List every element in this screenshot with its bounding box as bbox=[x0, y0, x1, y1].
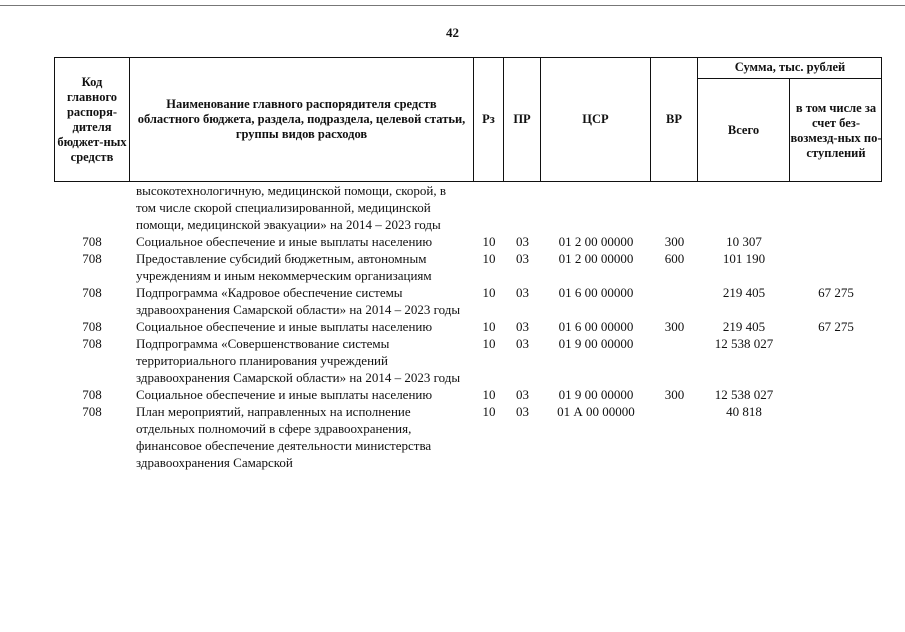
cell-name: Подпрограмма «Совершенствование системы территориального планирования учреждений здравоохранения Самарской области» на 2014 – 2023 годы bbox=[136, 336, 461, 385]
cell-name: Социальное обеспечение и иные выплаты населению bbox=[136, 234, 433, 249]
cell-rz: 10 bbox=[482, 234, 496, 249]
cell-csr: 01 6 00 00000 bbox=[558, 319, 634, 334]
cell-rz: 10 bbox=[482, 251, 496, 266]
table-row bbox=[54, 233, 882, 250]
table-row bbox=[54, 182, 882, 233]
cell-total: 101 190 bbox=[722, 251, 766, 266]
header-rz: Рз bbox=[474, 57, 504, 182]
cell-vr: 300 bbox=[664, 387, 685, 402]
cell-name: План мероприятий, направленных на исполнение отдельных полномочий в сфере здравоохранения, финансовое обеспечение деятельности министерства здравоохранения Самарской bbox=[136, 404, 432, 470]
cell-free: 67 275 bbox=[818, 319, 854, 334]
cell-total: 219 405 bbox=[722, 319, 766, 334]
cell-name: высокотехнологичную, медицинской помощи, скорой, в том числе скорой специализированной, медицинской помощи, медицинской эвакуации» на 2014 – 2023 годы bbox=[136, 183, 447, 232]
cell-code: 708 bbox=[82, 285, 102, 300]
cell-code: 708 bbox=[82, 404, 102, 419]
cell-name: Предоставление субсидий бюджетным, автономным учреждениям и иным некоммерческим организациям bbox=[136, 251, 432, 283]
header-total: Всего bbox=[698, 79, 790, 182]
cell-name: Социальное обеспечение и иные выплаты населению bbox=[136, 319, 433, 334]
cell-pr: 03 bbox=[516, 387, 529, 402]
table-row bbox=[54, 284, 882, 318]
cell-vr: 300 bbox=[664, 234, 685, 249]
cell-pr: 03 bbox=[516, 251, 529, 266]
cell-csr: 01 2 00 00000 bbox=[558, 251, 634, 266]
table-row bbox=[54, 318, 882, 335]
cell-rz: 10 bbox=[482, 285, 496, 300]
top-rule bbox=[0, 5, 905, 6]
cell-total: 40 818 bbox=[726, 404, 762, 419]
cell-pr: 03 bbox=[516, 319, 529, 334]
cell-total: 10 307 bbox=[726, 234, 762, 249]
cell-rz: 10 bbox=[482, 336, 496, 351]
header-csr: ЦСР bbox=[541, 57, 651, 182]
cell-rz: 10 bbox=[482, 404, 496, 419]
cell-csr: 01 9 00 00000 bbox=[558, 387, 634, 402]
cell-csr: 01 6 00 00000 bbox=[558, 285, 634, 300]
cell-code: 708 bbox=[82, 336, 102, 351]
table-body bbox=[54, 182, 882, 471]
cell-name: Социальное обеспечение и иные выплаты населению bbox=[136, 387, 433, 402]
cell-pr: 03 bbox=[516, 404, 529, 419]
cell-pr: 03 bbox=[516, 336, 529, 351]
table-header bbox=[54, 57, 882, 182]
cell-code: 708 bbox=[82, 251, 102, 266]
cell-free: 67 275 bbox=[818, 285, 854, 300]
cell-total: 12 538 027 bbox=[714, 336, 774, 351]
cell-rz: 10 bbox=[482, 387, 496, 402]
table-row bbox=[54, 386, 882, 403]
header-vr: ВР bbox=[651, 57, 698, 182]
cell-name: Подпрограмма «Кадровое обеспечение системы здравоохранения Самарской области» на 2014 – 2023 годы bbox=[136, 285, 461, 317]
cell-code: 708 bbox=[82, 234, 102, 249]
cell-csr: 01 А 00 00000 bbox=[557, 404, 635, 419]
header-free: в том числе за счет без-возмезд-ных по-ступлений bbox=[790, 100, 882, 160]
cell-csr: 01 2 00 00000 bbox=[558, 234, 634, 249]
header-pr: ПР bbox=[504, 57, 541, 182]
cell-rz: 10 bbox=[482, 319, 496, 334]
cell-pr: 03 bbox=[516, 285, 529, 300]
table-row bbox=[54, 250, 882, 284]
header-name: Наименование главного распорядителя средств областного бюджета, раздела, подраздела, целевой статьи, группы видов расходов bbox=[130, 57, 474, 182]
page-number: 42 bbox=[446, 25, 459, 40]
cell-pr: 03 bbox=[516, 234, 529, 249]
cell-vr: 300 bbox=[664, 319, 685, 334]
cell-total: 219 405 bbox=[722, 285, 766, 300]
table-row bbox=[54, 335, 882, 386]
cell-code: 708 bbox=[82, 387, 102, 402]
cell-code: 708 bbox=[82, 319, 102, 334]
cell-total: 12 538 027 bbox=[714, 387, 774, 402]
header-code: Код главного распоря-дителя бюджет-ных средств bbox=[54, 57, 130, 182]
cell-vr: 600 bbox=[664, 251, 685, 266]
cell-csr: 01 9 00 00000 bbox=[558, 336, 634, 351]
table-row bbox=[54, 403, 882, 471]
header-sum: Сумма, тыс. рублей bbox=[698, 57, 882, 79]
